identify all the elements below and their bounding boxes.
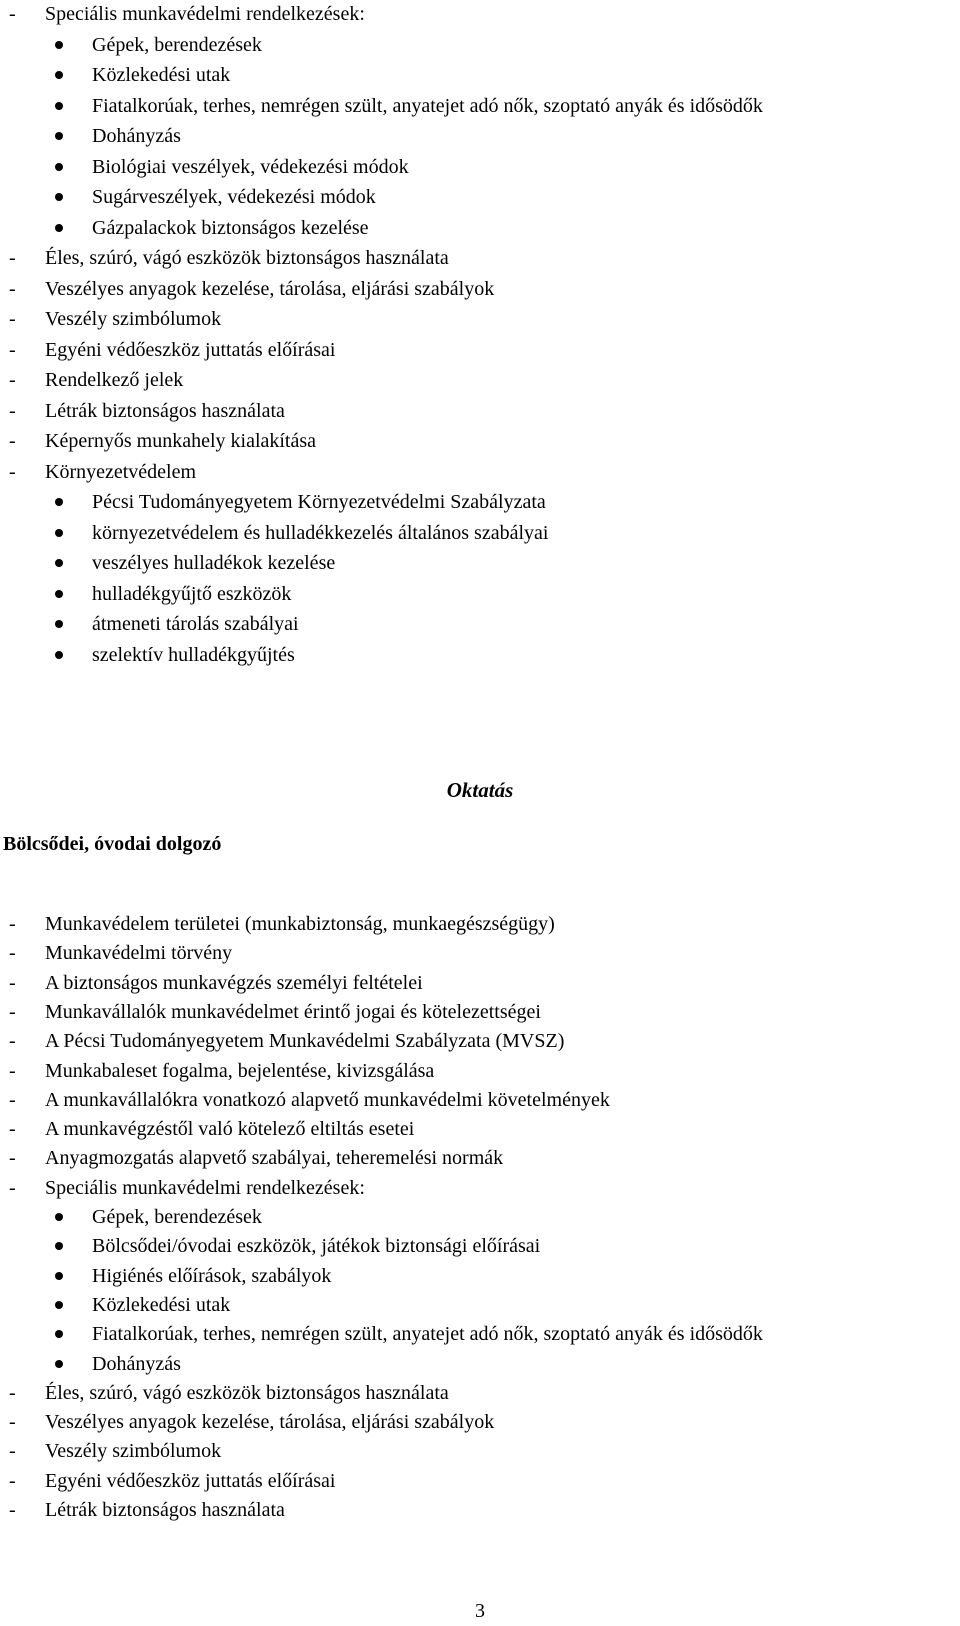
list-item-text: Gépek, berendezések <box>92 1206 262 1228</box>
list-item-text: A biztonságos munkavégzés személyi feltételei <box>45 971 423 994</box>
subsection-heading: Bölcsődei, óvodai dolgozó <box>3 833 222 855</box>
list-item-text: Bölcsődei/óvodai eszközök, játékok biztonsági előírásai <box>92 1235 541 1258</box>
list-item-text: Veszélyes anyagok kezelése, tárolása, eljárási szabályok <box>45 1411 495 1434</box>
bullet-icon <box>55 529 63 537</box>
dash-marker: - <box>9 399 16 422</box>
list-item-text: A munkavégzéstől való kötelező eltiltás esetei <box>45 1118 415 1141</box>
list-item-text: Veszélyes anyagok kezelése, tárolása, eljárási szabályok <box>45 277 495 300</box>
dash-marker: - <box>9 369 16 391</box>
page-number: 3 <box>475 1600 485 1622</box>
bullet-icon <box>55 224 63 232</box>
dash-marker: - <box>9 1000 16 1023</box>
list-item-text: Fiatalkorúak, terhes, nemrégen szült, anyatejet adó nők, szoptató anyák és idősödők <box>92 94 763 117</box>
list-item-text: Munkavédelmi törvény <box>45 942 233 965</box>
dash-marker: - <box>9 460 16 483</box>
dash-marker: - <box>9 1499 16 1521</box>
list-item-text: Dohányzás <box>92 125 181 147</box>
dash-marker: - <box>9 3 16 25</box>
list-item-text: Munkavállalók munkavédelmet érintő jogai és kötelezettségei <box>45 1000 541 1023</box>
bullet-icon <box>55 559 63 567</box>
dash-marker: - <box>9 1147 16 1170</box>
list-item-text: Egyéni védőeszköz juttatás előírásai <box>45 338 336 361</box>
list-item-text: Környezetvédelem <box>45 460 197 483</box>
list-item-text: Veszély szimbólumok <box>45 1440 222 1463</box>
list-item-text: Gázpalackok biztonságos kezelése <box>92 216 369 239</box>
list-item-text: veszélyes hulladékok kezelése <box>92 552 336 574</box>
list-item-text: Közlekedési utak <box>92 1293 231 1316</box>
dash-marker: - <box>9 1030 16 1053</box>
list-item-text: Speciális munkavédelmi rendelkezések: <box>45 3 365 25</box>
list-item-text: átmeneti tárolás szabályai <box>92 613 299 635</box>
list-item-text: Éles, szúró, vágó eszközök biztonságos használata <box>45 247 449 269</box>
dash-marker: - <box>9 277 16 300</box>
bullet-icon <box>55 1213 63 1221</box>
dash-marker: - <box>9 1440 16 1463</box>
list-item-text: Fiatalkorúak, terhes, nemrégen szült, anyatejet adó nők, szoptató anyák és idősödők <box>92 1323 763 1346</box>
list-item-text: Anyagmozgatás alapvető szabályai, teheremelési normák <box>45 1147 504 1170</box>
list-item-text: Létrák biztonságos használata <box>45 1499 285 1521</box>
bullet-icon <box>55 193 63 201</box>
section-heading: Oktatás <box>446 778 514 802</box>
list-item-text: Éles, szúró, vágó eszközök biztonságos használata <box>45 1381 449 1404</box>
dash-marker: - <box>9 1059 16 1082</box>
list-item-text: szelektív hulladékgyűjtés <box>92 643 295 666</box>
list-item-text: Biológiai veszélyek, védekezési módok <box>92 155 409 178</box>
dash-marker: - <box>9 308 16 330</box>
list-item-text: Speciális munkavédelmi rendelkezések: <box>45 1176 365 1199</box>
dash-marker: - <box>9 338 16 361</box>
bullet-icon <box>55 102 63 110</box>
dash-marker: - <box>9 971 16 994</box>
bullet-icon <box>55 620 63 628</box>
list-item-text: Létrák biztonságos használata <box>45 399 285 422</box>
list-item-text: Közlekedési utak <box>92 64 231 86</box>
list-item-text: környezetvédelem és hulladékkezelés általános szabályai <box>92 521 549 544</box>
bullet-icon <box>55 590 63 598</box>
bullet-icon <box>55 498 63 506</box>
list-item-text: Gépek, berendezések <box>92 33 262 56</box>
list-item-text: Pécsi Tudományegyetem Környezetvédelmi Szabályzata <box>92 491 546 513</box>
list-item-text: Sugárveszélyek, védekezési módok <box>92 186 376 208</box>
bullet-icon <box>55 163 63 171</box>
bullet-icon <box>55 651 63 659</box>
list-item-text: A munkavállalókra vonatkozó alapvető munkavédelmi követelmények <box>45 1088 610 1111</box>
list-item-text: hulladékgyűjtő eszközök <box>92 582 292 605</box>
bullet-icon <box>55 1360 63 1368</box>
dash-marker: - <box>9 1176 16 1199</box>
dash-marker: - <box>9 1469 16 1492</box>
list-item-text: Veszély szimbólumok <box>45 308 222 330</box>
bullet-icon <box>55 1242 63 1250</box>
list-item-text: Dohányzás <box>92 1352 181 1375</box>
dash-marker: - <box>9 1411 16 1434</box>
list-item-text: Képernyős munkahely kialakítása <box>45 430 317 452</box>
list-item-text: Munkabaleset fogalma, bejelentése, kivizsgálása <box>45 1059 435 1082</box>
list-item-text: Munkavédelem területei (munkabiztonság, munkaegészségügy) <box>45 913 555 935</box>
dash-marker: - <box>9 430 16 452</box>
bullet-icon <box>55 1330 63 1338</box>
dash-marker: - <box>9 1381 16 1404</box>
dash-marker: - <box>9 942 16 965</box>
bullet-icon <box>55 71 63 79</box>
list-item-text: Egyéni védőeszköz juttatás előírásai <box>45 1469 336 1492</box>
dash-marker: - <box>9 1118 16 1141</box>
list-item-text: Higiénés előírások, szabályok <box>92 1264 332 1287</box>
bullet-icon <box>55 1301 63 1309</box>
bullet-icon <box>55 132 63 140</box>
bullet-icon <box>55 1272 63 1280</box>
bullet-icon <box>55 41 63 49</box>
dash-marker: - <box>9 913 16 935</box>
dash-marker: - <box>9 247 16 269</box>
list-item-text: Rendelkező jelek <box>45 369 184 391</box>
list-item-text: A Pécsi Tudományegyetem Munkavédelmi Szabályzata (MVSZ) <box>45 1030 565 1053</box>
dash-marker: - <box>9 1088 16 1111</box>
